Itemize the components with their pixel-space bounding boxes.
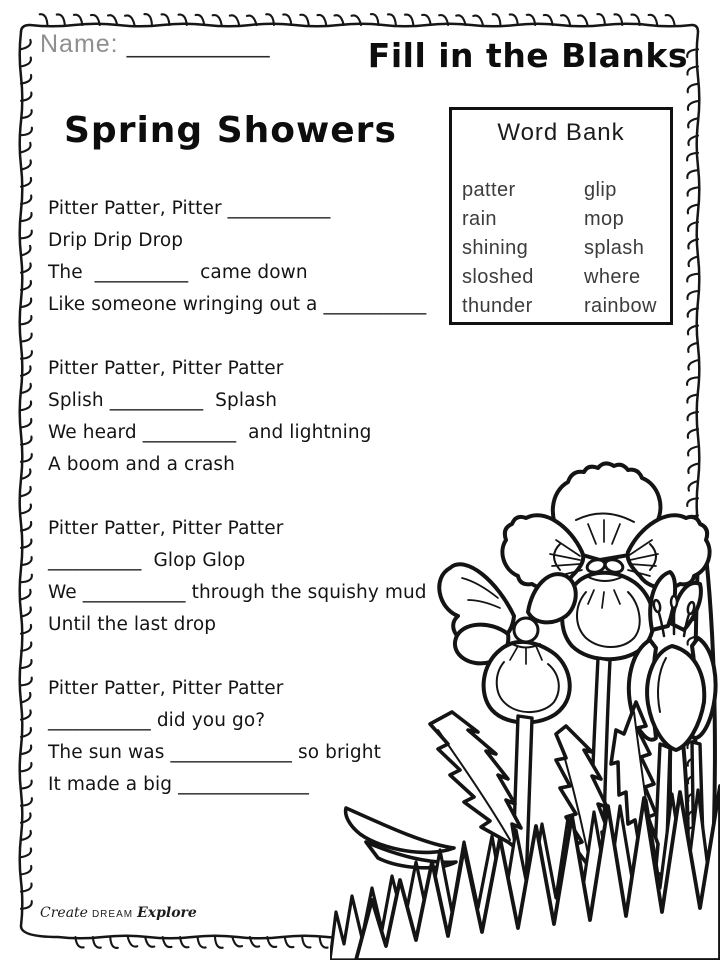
- poem-line: Drip Drip Drop: [48, 230, 184, 251]
- watermark-explore: Explore: [137, 905, 197, 921]
- poem-line: ___________ did you go?: [48, 710, 266, 731]
- word-bank-word: mop: [584, 208, 625, 230]
- poem-line: Splish __________ Splash: [48, 390, 278, 411]
- word-bank-word: thunder: [462, 295, 533, 317]
- word-bank-box: [449, 107, 673, 325]
- name-row: [40, 30, 270, 59]
- poem-line: __________ Glop Glop: [48, 550, 246, 571]
- poem-line: It made a big ______________: [48, 774, 309, 795]
- poem-line: Until the last drop: [48, 614, 217, 635]
- word-bank-title: Word Bank: [497, 119, 625, 146]
- word-bank-word: where: [584, 266, 641, 288]
- word-bank-word: rainbow: [584, 295, 657, 317]
- poem-line: Pitter Patter, Pitter Patter: [48, 678, 284, 699]
- poem-title: Spring Showers: [64, 110, 397, 151]
- word-bank-word: glip: [584, 179, 617, 201]
- page-title: Fill in the Blanks: [367, 36, 688, 75]
- pansy-flower-small-icon: [439, 564, 575, 722]
- word-bank-word: splash: [584, 237, 645, 259]
- word-bank-word: rain: [462, 208, 497, 230]
- watermark-dream: DREAM: [91, 909, 134, 920]
- poem-line: A boom and a crash: [48, 454, 235, 475]
- poem-line: We heard __________ and lightning: [48, 422, 372, 443]
- poem-line: Pitter Patter, Pitter Patter: [48, 358, 284, 379]
- poem-line: Pitter Patter, Pitter Patter: [48, 518, 284, 539]
- word-bank-column-2: [584, 176, 657, 321]
- poem-line: Pitter Patter, Pitter ___________: [48, 198, 331, 219]
- word-bank-word: sloshed: [462, 266, 534, 288]
- poem-line: We ___________ through the squishy mud: [48, 582, 427, 603]
- word-bank-word: shining: [462, 237, 529, 259]
- watermark: [40, 905, 197, 921]
- poem-line: Like someone wringing out a ___________: [48, 294, 427, 315]
- name-label: Name:: [40, 30, 119, 58]
- poem-line: The sun was _____________ so bright: [48, 742, 381, 763]
- poem-line: The __________ came down: [48, 262, 308, 283]
- watermark-create: Create: [40, 905, 88, 921]
- poem-stanza-1: [48, 193, 478, 321]
- flowers-illustration: [330, 460, 720, 960]
- name-blank-line: _____________: [126, 33, 270, 58]
- word-bank-word: patter: [462, 179, 516, 201]
